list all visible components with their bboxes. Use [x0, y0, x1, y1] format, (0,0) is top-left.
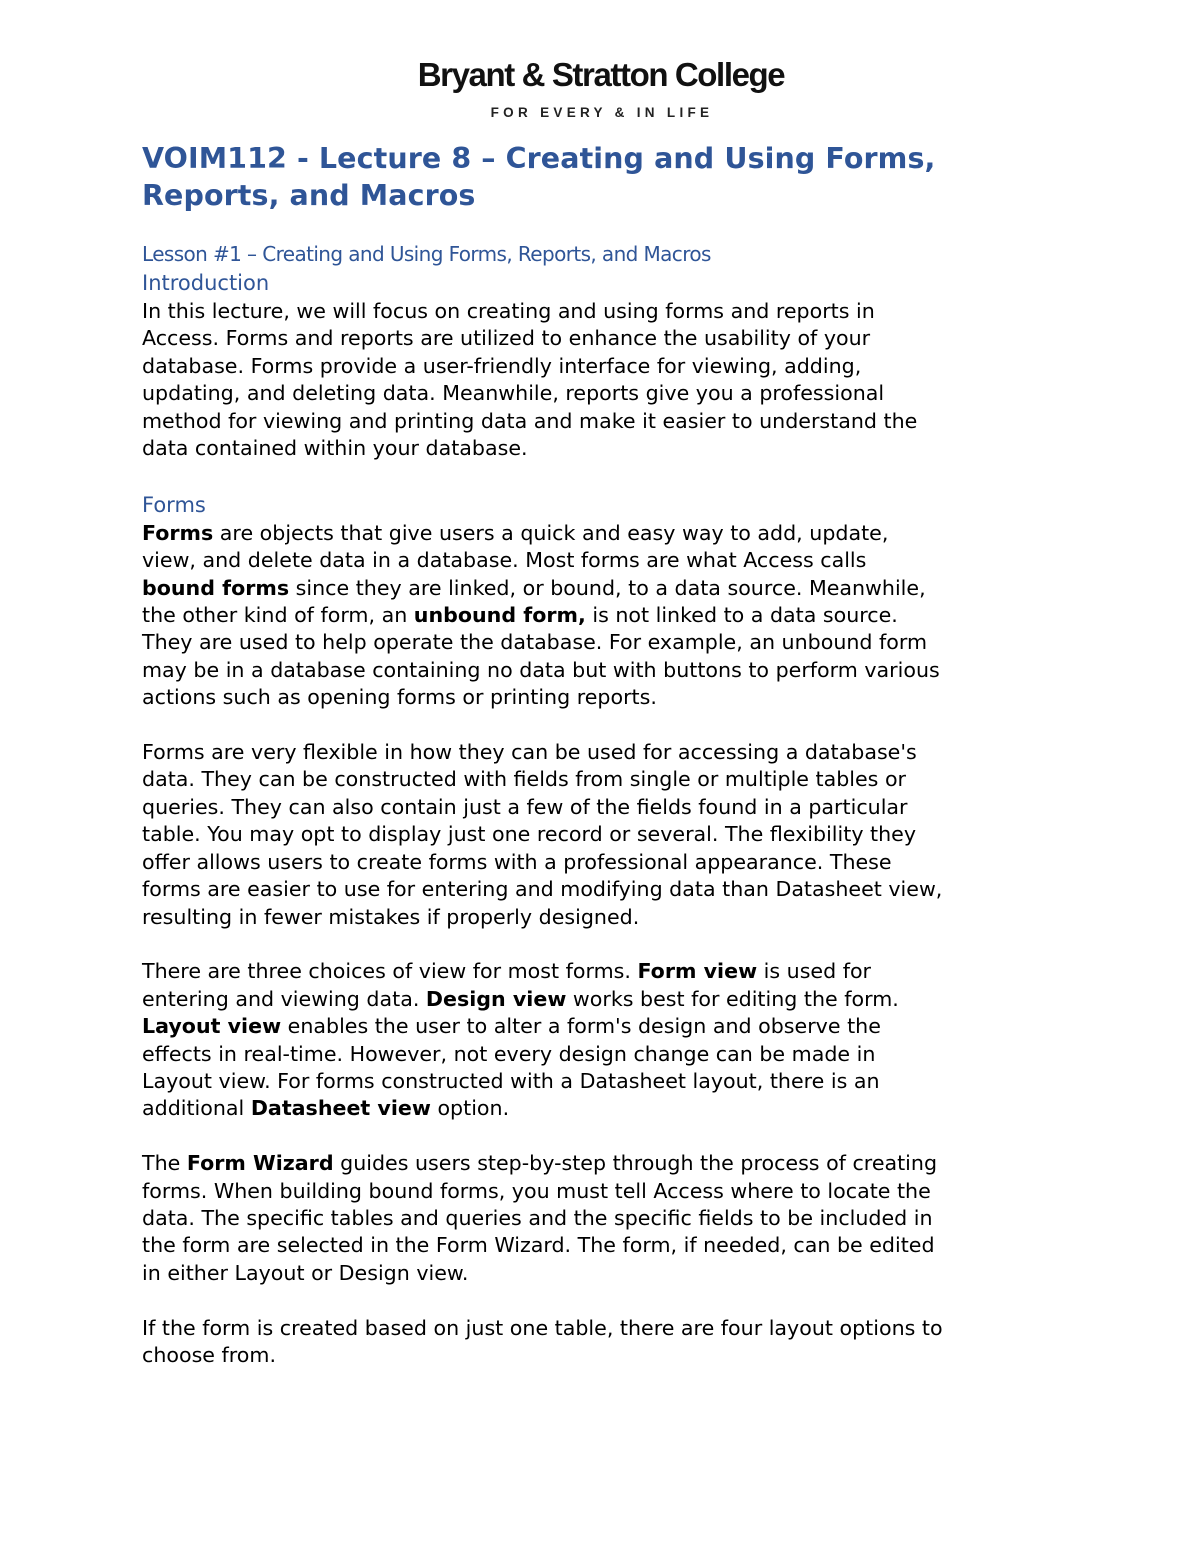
bold-term: bound forms: [142, 575, 290, 600]
text-line: [142, 575, 1077, 602]
text-line: resulting in fewer mistakes if properly designed.: [142, 904, 640, 929]
text-line: database. Forms provide a user-friendly interface for viewing, adding,: [142, 353, 862, 378]
title-line: VOIM112 - Lecture 8 – Creating and Using Forms,: [142, 142, 936, 175]
text-run: The: [142, 1151, 187, 1176]
forms-paragraph-4: [142, 1150, 1077, 1287]
text-line: data. They can be constructed with fields from single or multiple tables or: [142, 767, 907, 792]
text-line: updating, and deleting data. Meanwhile, reports give you a professional: [142, 381, 885, 406]
college-tagline: FOR EVERY & IN LIFE: [490, 105, 714, 120]
paragraph-spacer: [142, 1123, 1077, 1150]
introduction-heading: Introduction: [142, 271, 270, 295]
bold-term: Design view: [425, 986, 567, 1011]
forms-heading: Forms: [142, 492, 206, 517]
text-line: [142, 1095, 1077, 1122]
text-line: view, and delete data in a database. Most forms are what Access calls: [142, 548, 867, 573]
text-line: table. You may opt to display just one record or several. The flexibility they: [142, 822, 917, 847]
text-line: They are used to help operate the database. For example, an unbound form: [142, 630, 928, 655]
bold-term: Form view: [637, 959, 758, 984]
text-line: the form are selected in the Form Wizard. The form, if needed, can be edited: [142, 1233, 935, 1258]
text-run: the other kind of form, an: [142, 603, 414, 628]
lesson-heading: Lesson #1 – Creating and Using Forms, Reports, and Macros: [142, 242, 711, 266]
bold-term: Datasheet view: [250, 1096, 431, 1121]
paragraph-spacer: [142, 1287, 1077, 1314]
text-line: in either Layout or Design view.: [142, 1260, 469, 1285]
text-run: additional: [142, 1096, 251, 1121]
text-line: may be in a database containing no data but with buttons to perform various: [142, 657, 940, 682]
text-run: guides users step-by-step through the process of creating: [333, 1151, 938, 1176]
text-line: choose from.: [142, 1342, 276, 1367]
text-run: option.: [430, 1096, 510, 1121]
text-line: Access. Forms and reports are utilized to enhance the usability of your: [142, 326, 871, 351]
text-run: is used for: [757, 959, 872, 984]
text-run: entering and viewing data.: [142, 986, 426, 1011]
text-line: offer allows users to create forms with a professional appearance. These: [142, 849, 892, 874]
text-line: effects in real-time. However, not every design change can be made in: [142, 1041, 876, 1066]
text-line: data. The specific tables and queries and the specific fields to be included in: [142, 1205, 933, 1230]
text-run: There are three choices of view for most forms.: [142, 959, 638, 984]
text-run: is not linked to a data source.: [585, 603, 898, 628]
text-line: [142, 958, 1077, 985]
text-line: Layout view. For forms constructed with a Datasheet layout, there is an: [142, 1068, 880, 1093]
document-body: [142, 140, 1077, 1369]
text-line: [142, 1150, 1077, 1177]
text-line: In this lecture, we will focus on creating and using forms and reports in: [142, 299, 875, 323]
document-title: [142, 140, 1077, 214]
bold-term: Forms: [142, 520, 214, 545]
text-run: enables the user to alter a form's design and observe the: [281, 1014, 881, 1039]
text-run: are objects that give users a quick and easy way to add, update,: [213, 520, 889, 545]
text-line: actions such as opening forms or printing reports.: [142, 685, 657, 710]
college-name: Bryant & Stratton College: [417, 56, 785, 93]
title-line: Reports, and Macros: [142, 179, 476, 212]
text-line: Forms are very flexible in how they can be used for accessing a database's: [142, 740, 917, 765]
text-line: If the form is created based on just one table, there are four layout options to: [142, 1315, 943, 1340]
text-line: method for viewing and printing data and make it easier to understand the: [142, 408, 918, 433]
bold-term: unbound form,: [413, 603, 586, 628]
text-line: queries. They can also contain just a few of the fields found in a particular: [142, 794, 908, 819]
text-run: works best for editing the form.: [566, 986, 899, 1011]
text-line: [142, 1013, 1077, 1040]
forms-paragraph-5: [142, 1315, 1077, 1370]
text-line: [142, 520, 1077, 547]
introduction-paragraph: [142, 298, 1077, 462]
paragraph-spacer: [142, 462, 1077, 489]
text-line: [142, 986, 1077, 1013]
bold-term: Form Wizard: [186, 1151, 334, 1176]
college-logo: [0, 56, 1200, 121]
forms-paragraph-2: [142, 739, 1077, 931]
forms-paragraph-1: [142, 520, 1077, 712]
paragraph-spacer: [142, 931, 1077, 958]
text-line: data contained within your database.: [142, 436, 528, 461]
bold-term: Layout view: [142, 1014, 282, 1039]
text-line: forms. When building bound forms, you must tell Access where to locate the: [142, 1178, 931, 1203]
text-line: forms are easier to use for entering and modifying data than Datasheet view,: [142, 877, 943, 902]
text-run: since they are linked, or bound, to a data source. Meanwhile,: [289, 575, 926, 600]
forms-paragraph-3: [142, 958, 1077, 1122]
text-line: [142, 602, 1077, 629]
paragraph-spacer: [142, 712, 1077, 739]
